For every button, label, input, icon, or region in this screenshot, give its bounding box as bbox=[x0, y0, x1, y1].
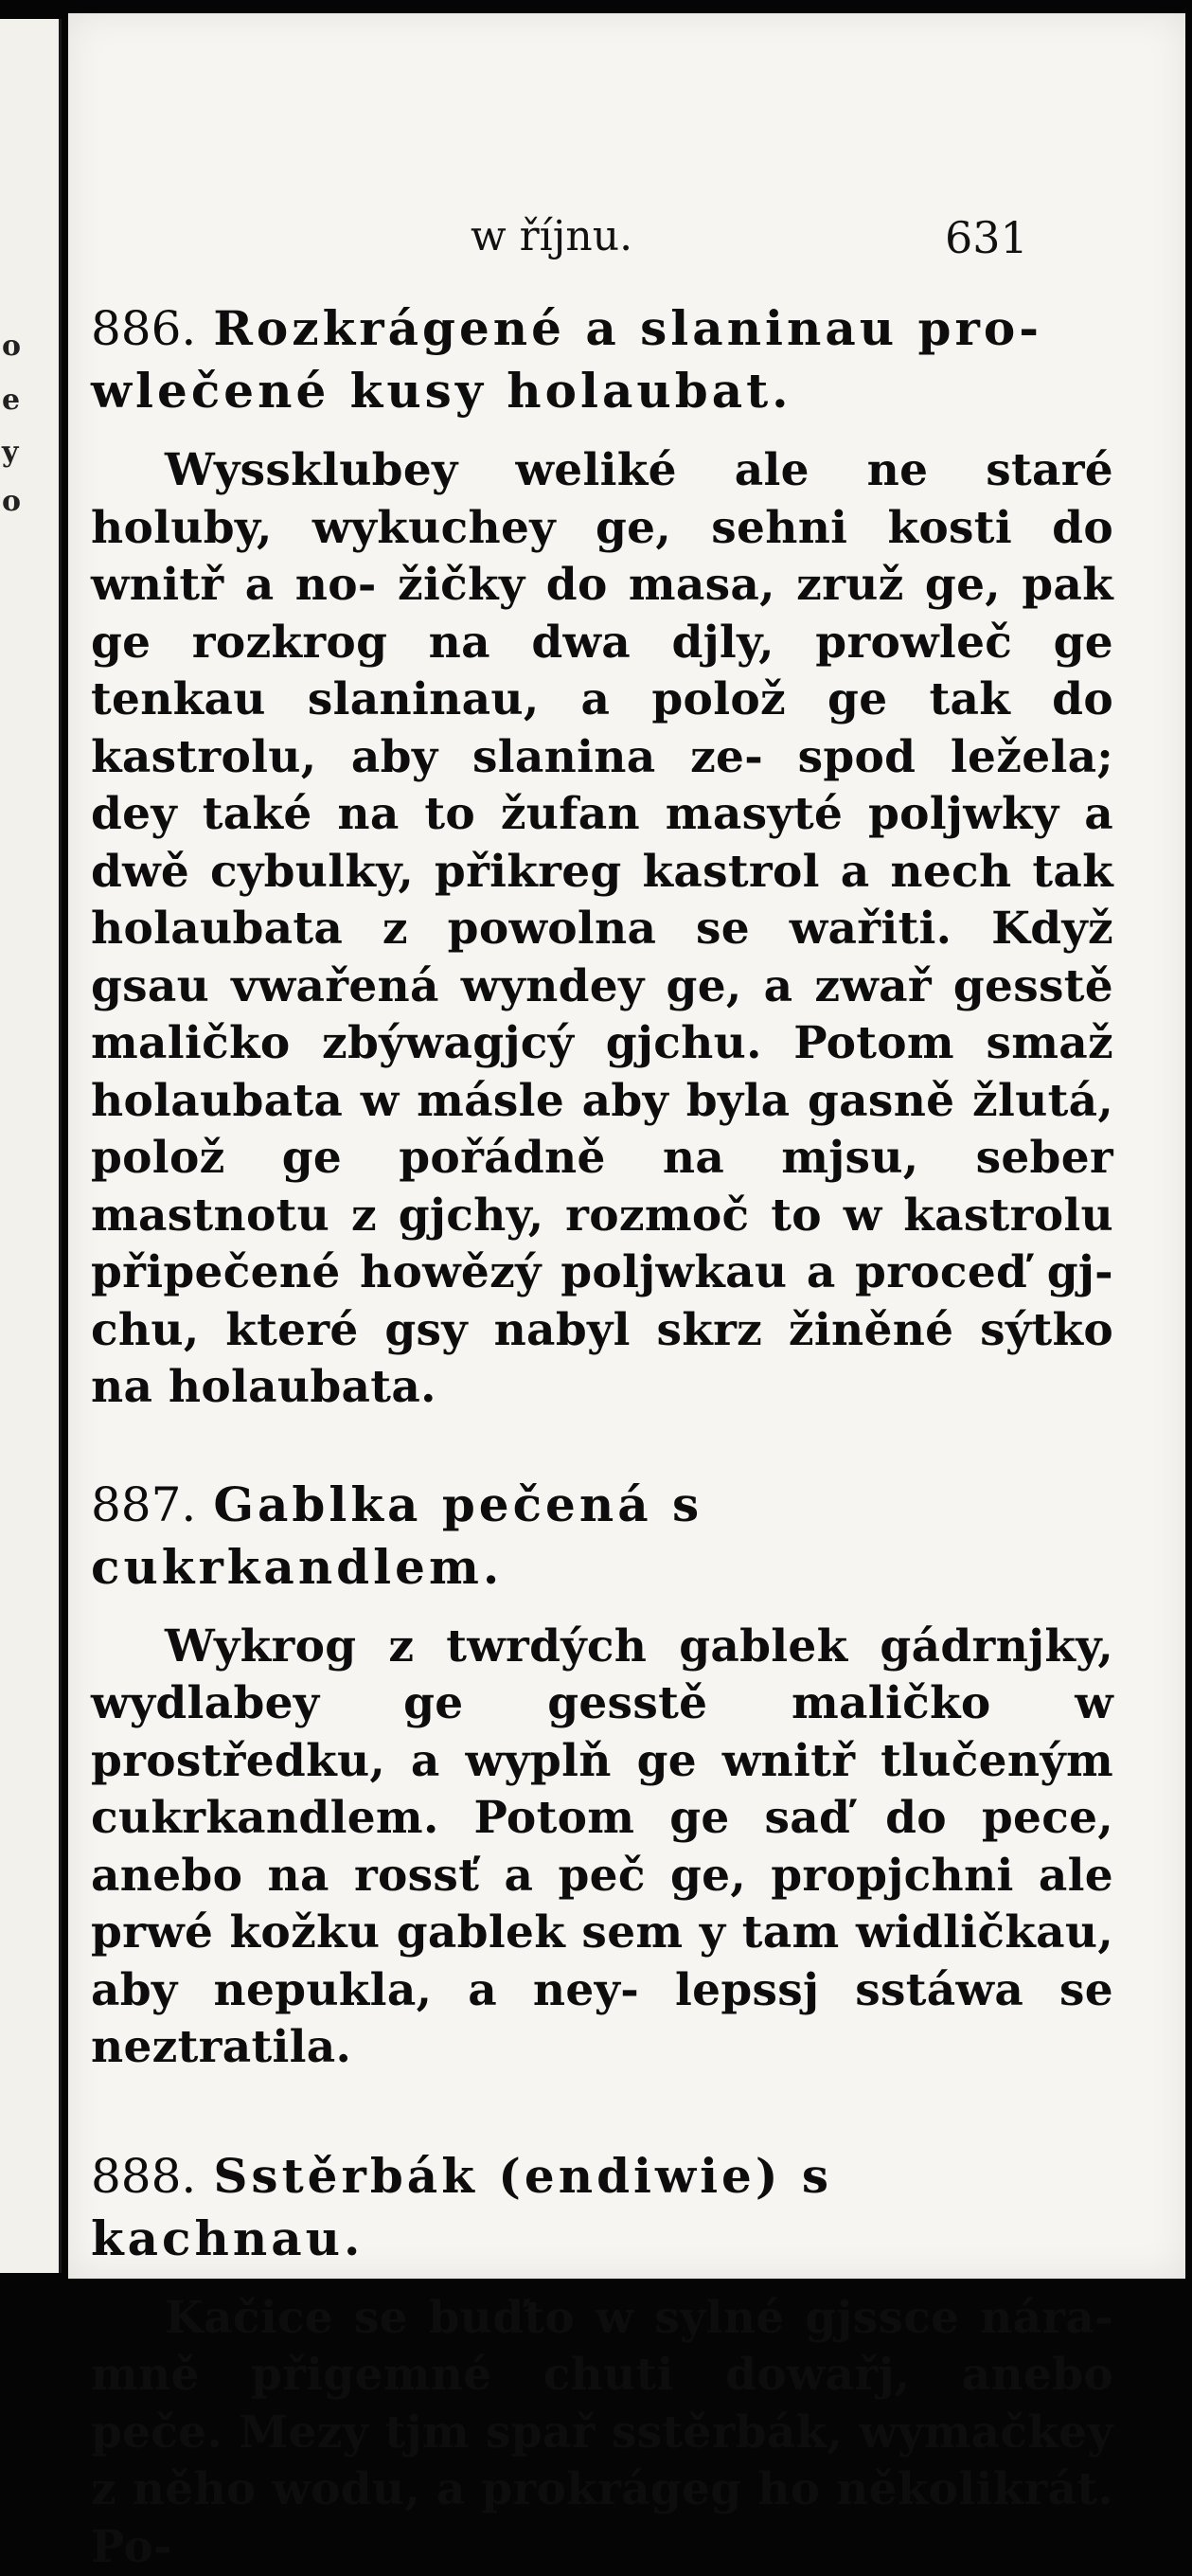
recipe-body: Kačice se buďto w sylné gjssce nára- mně přigemné chuti dowařj, anebo peče. Mezy tjm spař sstěrbák, wymačkey z něho wodu, a prokrágeg ho několikrát. Po- bbox=[91, 2290, 1113, 2576]
facing-page-letter: y bbox=[2, 436, 18, 469]
recipe-title bbox=[91, 1474, 1113, 1598]
page-content bbox=[91, 297, 1113, 2576]
recipe-title-text: Rozkrágené a slaninau pro- wlečené kusy holaubat. bbox=[91, 300, 1042, 419]
book-page bbox=[68, 13, 1185, 2279]
recipe-body: Wykrog z twrdých gablek gádrnjky, wydlabey ge gesstě maličko w prostředku, a wyplň ge wnitř tlučeným cukrkandlem. Potom ge saď do pece, anebo na rossť a peč ge, propjchni ale prwé kožku gablek sem y tam widličkau, aby nepukla, a ney- lepssj sstáwa se neztratila. bbox=[91, 1619, 1113, 2077]
recipe-number: 888. bbox=[91, 2149, 196, 2204]
recipe-title bbox=[91, 2145, 1113, 2269]
page-number: 631 bbox=[945, 212, 1028, 263]
facing-page-letter: e bbox=[2, 384, 20, 417]
recipe-887 bbox=[91, 1474, 1113, 2077]
recipe-body: Wyssklubey weliké ale ne staré holuby, wykuchey ge, sehni kosti do wnitř a no- žičky do masa, zruž ge, pak ge rozkrog na dwa djly, prowleč ge tenkau slaninau, a polož ge tak do kastrolu, aby slanina ze- spod ležela; dey také na to žufan masyté poljwky a dwě cybulky, přikreg kastrol a nech tak holaubata z powolna se wařiti. Když gsau vwařená wyndey ge, a zwař gesstě maličko zbýwagjcý gjchu. Potom smaž holaubata w másle aby byla gasně žlutá, polož ge pořádně na mjsu, seber mastnotu z gjchy, rozmoč to w kastrolu připečené howězý poljwkau a proceď gj- chu, které gsy nabyl skrz žiněné sýtko na holaubata. bbox=[91, 442, 1113, 1417]
recipe-number: 886. bbox=[91, 301, 196, 356]
running-head: w říjnu. bbox=[471, 212, 632, 260]
recipe-886 bbox=[91, 297, 1113, 1417]
facing-page-letter: o bbox=[2, 485, 21, 518]
recipe-888 bbox=[91, 2145, 1113, 2576]
facing-page-letter: o bbox=[2, 330, 21, 363]
recipe-title-text: Gablka pečená s cukrkandlem. bbox=[91, 1476, 703, 1595]
facing-page-fragment bbox=[0, 19, 62, 2273]
recipe-title bbox=[91, 297, 1113, 421]
recipe-title-text: Sstěrbák (endiwie) s kachnau. bbox=[91, 2148, 832, 2266]
recipe-number: 887. bbox=[91, 1477, 196, 1532]
page-header bbox=[68, 212, 1185, 269]
